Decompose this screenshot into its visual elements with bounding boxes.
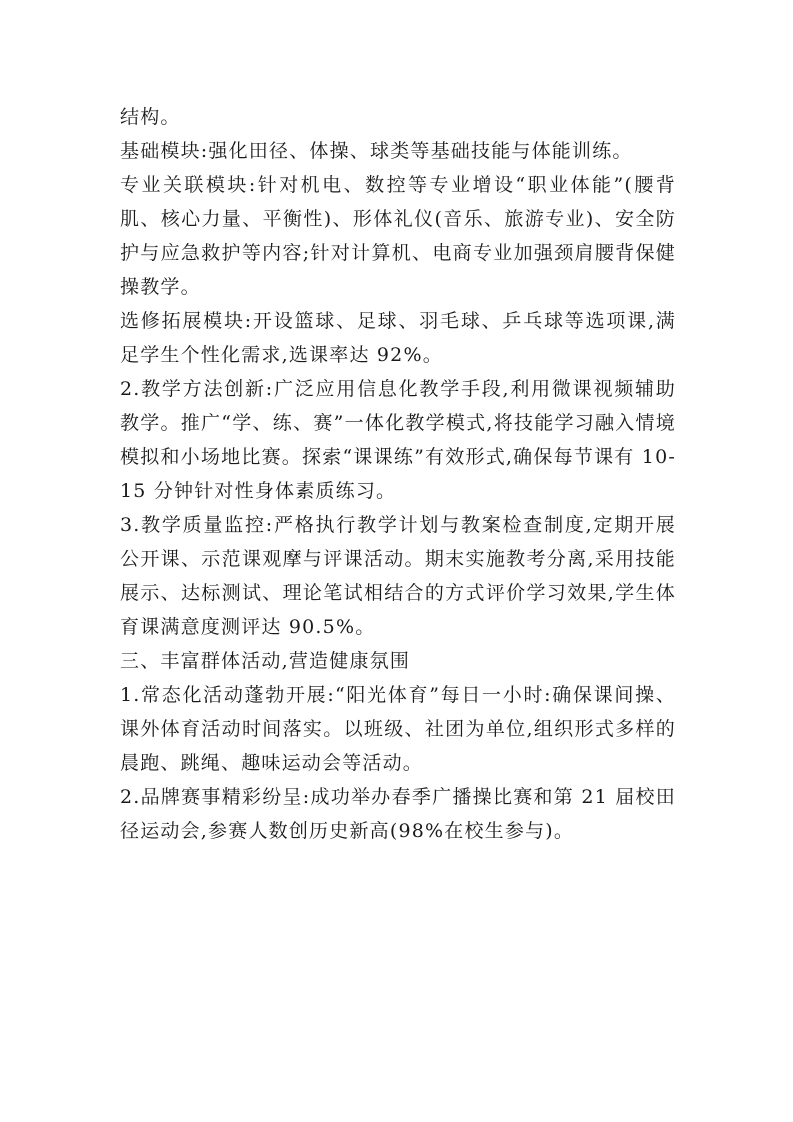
- paragraph-regular-activities: 1.常态化活动蓬勃开展:“阳光体育”每日一小时:确保课间操、课外体育活动时间落实。以班级、社团为单位,组织形式多样的晨跑、跳绳、趣味运动会等活动。: [120, 684, 676, 774]
- paragraph-teaching-method: 2.教学方法创新:广泛应用信息化教学手段,利用微课视频辅助教学。推广“学、练、赛”一体化教学模式,将技能学习融入情境模拟和小场地比赛。探索“课课练”有效形式,确保每节课有 10-15 分钟针对性身体素质练习。: [120, 378, 676, 502]
- paragraph-elective-module: 选修拓展模块:开设篮球、足球、羽毛球、乒乓球等选项课,满足学生个性化需求,选课率达 92%。: [120, 310, 676, 366]
- section-heading-group-activities: 三、丰富群体活动,营造健康氛围: [120, 650, 411, 672]
- paragraph-brand-events: 2.品牌赛事精彩纷呈:成功举办春季广播操比赛和第 21 届校田径运动会,参赛人数创历史新高(98%在校生参与)。: [120, 786, 676, 842]
- paragraph-professional-module: 专业关联模块:针对机电、数控等专业增设“职业体能”(腰背肌、核心力量、平衡性)、形体礼仪(音乐、旅游专业)、安全防护与应急救护等内容;针对计算机、电商专业加强颈肩腰背保健操教学。: [120, 174, 676, 298]
- paragraph-basic-module: 基础模块:强化田径、体操、球类等基础技能与体能训练。: [120, 140, 633, 162]
- paragraph-structure-end: 结构。: [120, 106, 181, 128]
- paragraph-quality-monitoring: 3.教学质量监控:严格执行教学计划与教案检查制度,定期开展公开课、示范课观摩与评课活动。期末实施教考分离,采用技能展示、达标测试、理论笔试相结合的方式评价学习效果,学生体育课满意度测评达 90.5%。: [120, 514, 676, 638]
- document-body: [120, 100, 676, 848]
